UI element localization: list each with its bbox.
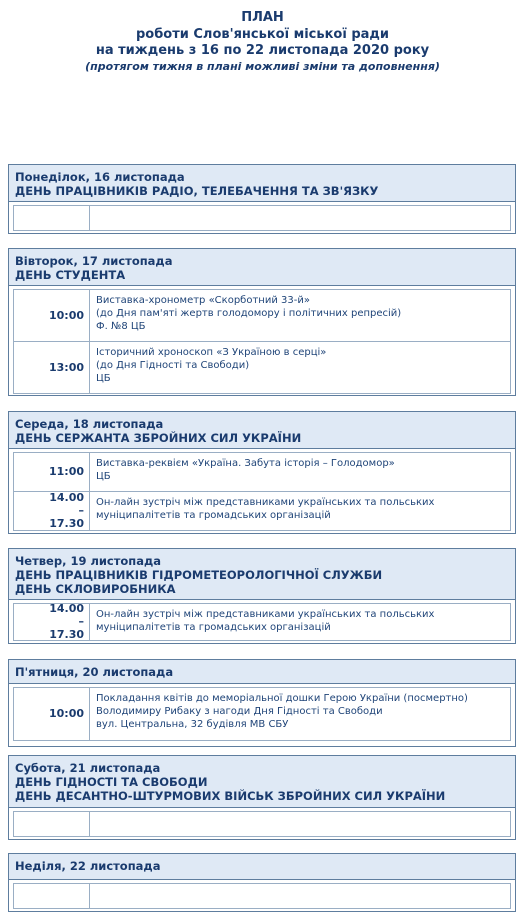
event-description: Виставка-реквієм «Україна. Забута історія – Голодомор» ЦБ [96, 457, 395, 482]
event-time: 10:00 [14, 290, 90, 341]
event-time: 10:00 [14, 688, 90, 740]
day-events [9, 202, 515, 231]
event-description: Он-лайн зустріч між представниками українських та польських муніципалітетів та громадських організацій [96, 608, 435, 633]
day-header [9, 854, 515, 880]
day-header [9, 756, 515, 808]
day-header [9, 165, 515, 202]
day-title: ДЕНЬ СКЛОВИРОБНИКА [15, 581, 176, 596]
plan-period: на тиждень з 16 по 22 листопада 2020 року [95, 43, 430, 58]
table-row [13, 452, 511, 492]
day-events [9, 449, 515, 531]
day-title: ДЕНЬ СЕРЖАНТА ЗБРОЙНИХ СИЛ УКРАЇНИ [15, 430, 302, 445]
table-row [13, 341, 511, 394]
day-date: Вівторок, 17 листопада [15, 253, 173, 268]
day-events [9, 808, 515, 837]
day-header [9, 549, 515, 600]
table-row [13, 289, 511, 342]
day-wednesday [8, 411, 516, 534]
table-row [13, 603, 511, 641]
day-title: ДЕНЬ ПРАЦІВНИКІВ ГІДРОМЕТЕОРОЛОГІЧНОЇ СЛУЖБИ [15, 567, 383, 582]
day-monday [8, 164, 516, 234]
day-friday [8, 659, 516, 747]
day-header [9, 660, 515, 684]
event-time: 14.00 – 17.30 [14, 492, 90, 530]
day-title: ДЕНЬ ПРАЦІВНИКІВ РАДІО, ТЕЛЕБАЧЕННЯ ТА ЗВ'ЯЗКУ [15, 183, 379, 198]
event-description: Виставка-хронометр «Скорботний 33-й» (до Дня пам'яті жертв голодомору і політичних репресій) Ф. №8 ЦБ [96, 294, 402, 332]
day-title: ДЕНЬ ГІДНОСТІ ТА СВОБОДИ [15, 774, 208, 789]
day-title: ДЕНЬ ДЕСАНТНО-ШТУРМОВИХ ВІЙСЬК ЗБРОЙНИХ СИЛ УКРАЇНИ [15, 788, 446, 803]
table-row [13, 811, 511, 837]
table-row [13, 687, 511, 741]
plan-title: ПЛАН [241, 10, 284, 25]
event-time: 14.00 – 17.30 [14, 604, 90, 640]
day-events [9, 880, 515, 909]
day-events [9, 600, 515, 641]
day-date: Субота, 21 листопада [15, 760, 161, 775]
day-events [9, 684, 515, 741]
day-date: Неділя, 22 листопада [15, 858, 161, 873]
table-row [13, 491, 511, 531]
day-saturday [8, 755, 516, 840]
event-time: 13:00 [14, 342, 90, 393]
event-description: Он-лайн зустріч між представниками українських та польських муніципалітетів та громадських організацій [96, 496, 435, 521]
event-time: 11:00 [14, 453, 90, 491]
table-row [13, 205, 511, 231]
event-description: Історичний хроноскоп «З Україною в серці» (до Дня Гідності та Свободи) ЦБ [96, 346, 327, 384]
day-date: П'ятниця, 20 листопада [15, 664, 174, 679]
day-header [9, 412, 515, 449]
table-row [13, 883, 511, 909]
event-description: Покладання квітів до меморіальної дошки Герою України (посмертно) Володимиру Рибаку з нагоди Дня Гідності та Свободи вул. Центральна, 32 будівля МВ СБУ [96, 692, 468, 730]
plan-note: (протягом тижня в плані можливі зміни та доповнення) [85, 59, 440, 73]
day-header [9, 249, 515, 286]
plan-subtitle: роботи Слов'янської міської ради [135, 26, 390, 42]
day-tuesday [8, 248, 516, 396]
day-sunday [8, 853, 516, 912]
day-title: ДЕНЬ СТУДЕНТА [15, 267, 126, 282]
day-date: Понеділок, 16 листопада [15, 169, 185, 184]
day-events [9, 286, 515, 394]
day-thursday [8, 548, 516, 644]
day-date: Четвер, 19 листопада [15, 553, 162, 568]
day-date: Середа, 18 листопада [15, 416, 164, 431]
plan-header [0, 0, 525, 74]
